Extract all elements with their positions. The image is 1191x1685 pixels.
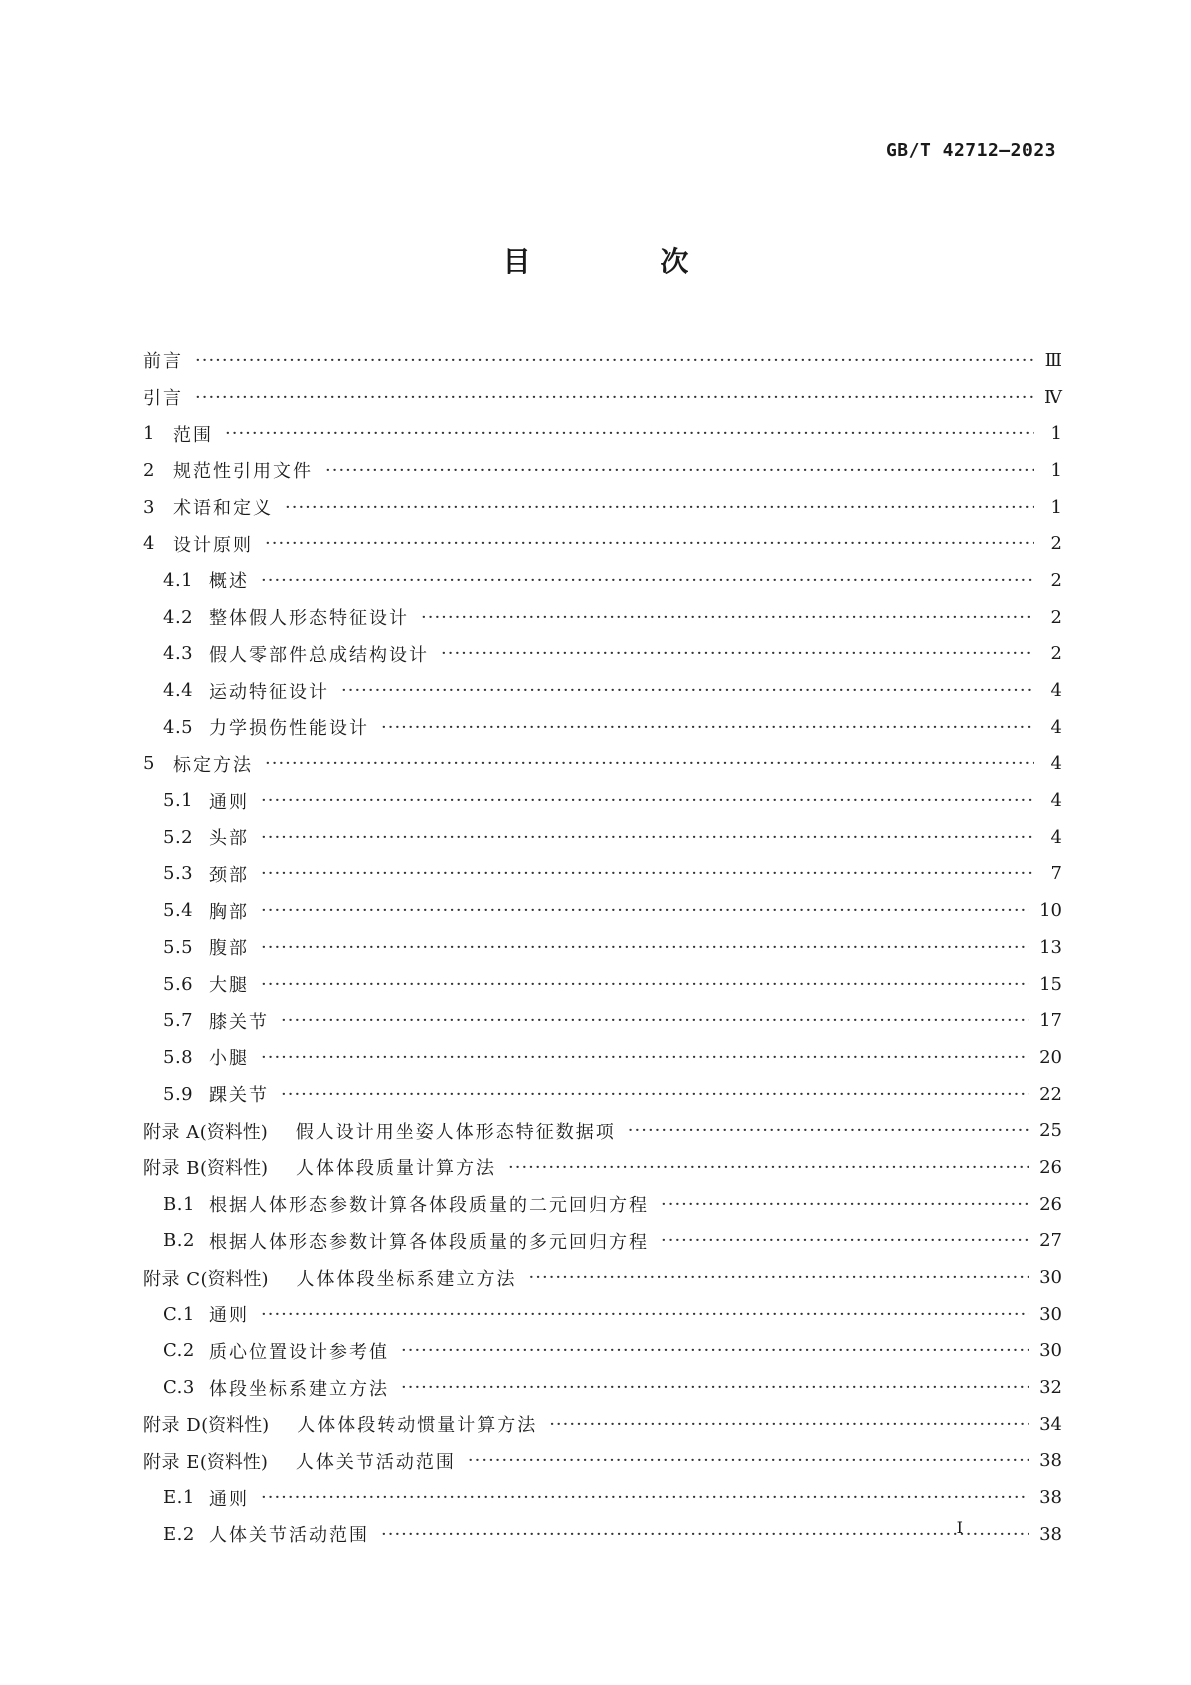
toc-entry-number: 附录 D	[143, 1415, 202, 1437]
toc-entry-number: 5.2	[163, 826, 194, 848]
toc-entry-annex-type: (资料性)	[201, 1415, 270, 1437]
toc-entry-label	[143, 1448, 456, 1474]
toc-entry-title: 膝关节	[209, 1011, 269, 1033]
toc-leader-dots	[261, 570, 1034, 591]
toc-entry-number: 5.4	[163, 900, 194, 922]
toc-leader-dots	[195, 350, 1034, 371]
toc-entry-title: 假人设计用坐姿人体形态特征数据项	[295, 1121, 616, 1143]
toc-entry-annex-type: (资料性)	[199, 1451, 268, 1473]
toc-entry[interactable]	[143, 415, 1062, 452]
toc-entry-page: 26	[1039, 1156, 1062, 1178]
toc-entry-label	[143, 1154, 496, 1180]
toc-entry-label	[163, 1338, 389, 1364]
toc-entry-label	[143, 1411, 537, 1437]
toc-entry-page: 20	[1039, 1046, 1062, 1068]
toc-entry[interactable]	[143, 599, 1062, 636]
toc-entry-title: 人体体段坐标系建立方法	[296, 1268, 517, 1290]
toc-entry-page: 4	[1050, 716, 1062, 738]
toc-leader-dots	[381, 717, 1034, 738]
toc-leader-dots	[261, 937, 1029, 958]
toc-leader-dots	[421, 607, 1034, 628]
toc-entry-label	[163, 714, 369, 740]
toc-entry[interactable]	[143, 1186, 1062, 1223]
toc-entry-number: 4.2	[163, 606, 194, 628]
toc-entry-page: Ⅲ	[1044, 349, 1062, 371]
toc-entry-number: 5.1	[163, 790, 194, 812]
toc-entry[interactable]	[143, 1406, 1062, 1443]
toc-entry-number: B.2	[163, 1230, 195, 1252]
toc-leader-dots	[261, 1047, 1029, 1068]
toc-entry-label	[163, 788, 249, 814]
toc-entry-number: B.1	[163, 1193, 195, 1215]
toc-entry-number: 5.5	[163, 936, 194, 958]
toc-entry[interactable]	[143, 452, 1062, 489]
toc-leader-dots	[261, 900, 1029, 921]
toc-entry-title: 小腿	[209, 1048, 249, 1070]
toc-entry-number: 2	[143, 459, 155, 481]
toc-entry-label	[143, 421, 213, 447]
toc-entry-page: 2	[1050, 569, 1062, 591]
toc-entry-label	[163, 1228, 649, 1254]
toc-entry-number: 5.3	[163, 863, 194, 885]
toc-entry-page: 32	[1039, 1377, 1062, 1399]
toc-leader-dots	[468, 1450, 1029, 1471]
toc-entry-number: 附录 A	[143, 1121, 200, 1143]
toc-entry-annex-type: (资料性)	[199, 1158, 268, 1180]
toc-entry-label	[143, 1118, 616, 1144]
toc-entry-page: 4	[1050, 790, 1062, 812]
toc-entry-label	[143, 751, 253, 777]
toc-entry[interactable]	[143, 1443, 1062, 1480]
toc-entry-page: 15	[1039, 973, 1062, 995]
toc-entry-label	[163, 824, 249, 850]
toc-leader-dots	[195, 387, 1034, 408]
toc-leader-dots	[261, 1304, 1029, 1325]
toc-entry-label	[163, 1301, 249, 1327]
table-of-contents	[143, 342, 1062, 1553]
toc-leader-dots	[265, 753, 1034, 774]
toc-entry-page: 2	[1050, 533, 1062, 555]
toc-entry-number: 4.3	[163, 643, 194, 665]
toc-entry[interactable]	[143, 1333, 1062, 1370]
toc-entry-page: 38	[1039, 1450, 1062, 1472]
page-number: I	[956, 1518, 963, 1537]
toc-entry-label	[163, 1044, 249, 1070]
page-title: 目 次	[502, 245, 749, 278]
toc-entry-title: 人体体段转动惯量计算方法	[297, 1415, 538, 1437]
toc-entry-number: 5.7	[163, 1010, 194, 1032]
toc-leader-dots	[285, 497, 1034, 518]
standard-number: GB/T 42712—2023	[885, 140, 1056, 161]
toc-entry-page: 2	[1050, 643, 1062, 665]
toc-entry-page: 38	[1039, 1487, 1062, 1509]
toc-leader-dots	[441, 643, 1034, 664]
toc-entry-page: 30	[1039, 1303, 1062, 1325]
toc-entry[interactable]	[143, 672, 1062, 709]
toc-entry[interactable]	[143, 1112, 1062, 1149]
toc-entry-page: 7	[1050, 863, 1062, 885]
toc-entry-label	[163, 604, 409, 630]
toc-entry-label	[163, 1191, 649, 1217]
toc-entry-page: 30	[1039, 1267, 1062, 1289]
toc-entry-title: 范围	[173, 424, 213, 446]
toc-entry-number: 4	[143, 533, 155, 555]
toc-entry-number: C.3	[163, 1377, 195, 1399]
toc-entry-title: 根据人体形态参数计算各体段质量的多元回归方程	[209, 1231, 649, 1253]
toc-entry-number: 5	[143, 753, 155, 775]
toc-entry-label	[143, 384, 183, 410]
toc-entry-title: 前言	[143, 351, 183, 373]
toc-entry-label	[143, 347, 183, 373]
toc-entry-title: 颈部	[209, 864, 249, 886]
toc-entry-title: 设计原则	[173, 534, 253, 556]
toc-entry[interactable]	[143, 1002, 1062, 1039]
toc-entry-title: 体段坐标系建立方法	[209, 1378, 389, 1400]
toc-entry-number: 3	[143, 496, 155, 518]
toc-entry-title: 标定方法	[173, 754, 253, 776]
toc-entry[interactable]	[143, 636, 1062, 673]
toc-entry[interactable]	[143, 709, 1062, 746]
toc-entry-title: 概述	[209, 571, 249, 593]
toc-entry-page: 1	[1050, 459, 1062, 481]
toc-entry-title: 假人零部件总成结构设计	[209, 644, 429, 666]
toc-leader-dots	[281, 1010, 1029, 1031]
toc-entry-page: 34	[1039, 1413, 1062, 1435]
toc-entry[interactable]	[143, 892, 1062, 929]
toc-entry-label	[163, 971, 249, 997]
toc-entry[interactable]	[143, 819, 1062, 856]
toc-entry-title: 人体关节活动范围	[209, 1525, 369, 1547]
toc-entry-number: 1	[143, 423, 155, 445]
toc-leader-dots	[265, 533, 1034, 554]
toc-leader-dots	[661, 1194, 1029, 1215]
toc-entry-label	[163, 934, 249, 960]
toc-leader-dots	[225, 423, 1034, 444]
toc-leader-dots	[341, 680, 1034, 701]
toc-entry-page: 1	[1050, 423, 1062, 445]
toc-entry-page: 38	[1039, 1523, 1062, 1545]
toc-entry[interactable]	[143, 966, 1062, 1003]
toc-entry[interactable]	[143, 1259, 1062, 1296]
toc-entry-label	[163, 861, 249, 887]
toc-leader-dots	[381, 1524, 1029, 1545]
toc-leader-dots	[628, 1120, 1029, 1141]
toc-entry-label	[143, 531, 253, 557]
toc-entry-page: 4	[1050, 826, 1062, 848]
toc-entry-title: 引言	[143, 388, 183, 410]
toc-entry-number: 4.1	[163, 569, 194, 591]
toc-entry-label	[143, 1265, 517, 1291]
toc-entry[interactable]	[143, 929, 1062, 966]
toc-entry-title: 通则	[209, 791, 249, 813]
toc-entry-number: 附录 B	[143, 1158, 200, 1180]
toc-entry-label	[163, 1521, 369, 1547]
toc-entry-number: 4.4	[163, 680, 194, 702]
toc-entry-title: 大腿	[209, 975, 249, 997]
toc-entry-page: 2	[1050, 606, 1062, 628]
toc-leader-dots	[261, 1487, 1029, 1508]
toc-entry[interactable]	[143, 1296, 1062, 1333]
toc-entry-label	[163, 1485, 249, 1511]
toc-entry-label	[163, 641, 429, 667]
toc-entry-annex-type: (资料性)	[199, 1121, 268, 1143]
toc-entry-label	[163, 567, 249, 593]
toc-entry-title: 踝关节	[209, 1085, 269, 1107]
toc-entry-title: 力学损伤性能设计	[209, 718, 369, 740]
toc-entry-label	[163, 678, 329, 704]
toc-entry[interactable]	[143, 525, 1062, 562]
toc-entry-number: 5.8	[163, 1046, 194, 1068]
toc-entry-page: 10	[1039, 900, 1062, 922]
toc-entry-number: E.1	[163, 1487, 195, 1509]
toc-leader-dots	[261, 974, 1029, 995]
toc-entry-title: 运动特征设计	[209, 681, 329, 703]
toc-entry-number: 附录 C	[143, 1268, 201, 1290]
toc-leader-dots	[661, 1230, 1029, 1251]
toc-leader-dots	[261, 790, 1034, 811]
toc-entry-number: 4.5	[163, 716, 194, 738]
toc-entry-title: 胸部	[209, 901, 249, 923]
toc-entry-label	[163, 1375, 389, 1401]
toc-leader-dots	[549, 1414, 1029, 1435]
toc-entry-number: E.2	[163, 1523, 195, 1545]
toc-entry-page: Ⅳ	[1044, 386, 1062, 408]
toc-entry-title: 人体体段质量计算方法	[296, 1158, 496, 1180]
toc-entry[interactable]	[143, 1369, 1062, 1406]
toc-entry-number: 附录 E	[143, 1451, 200, 1473]
toc-entry-number: 5.6	[163, 973, 194, 995]
toc-entry[interactable]	[143, 856, 1062, 893]
toc-entry[interactable]	[143, 489, 1062, 526]
toc-entry-number: C.1	[163, 1303, 195, 1325]
toc-entry-title: 质心位置设计参考值	[209, 1341, 389, 1363]
toc-entry-page: 25	[1039, 1120, 1062, 1142]
toc-entry-title: 规范性引用文件	[173, 461, 313, 483]
toc-entry-page: 17	[1039, 1010, 1062, 1032]
toc-entry[interactable]	[143, 1516, 1062, 1553]
toc-entry-title: 通则	[209, 1305, 249, 1327]
toc-entry-page: 30	[1039, 1340, 1062, 1362]
toc-leader-dots	[261, 863, 1034, 884]
toc-entry-title: 通则	[209, 1488, 249, 1510]
toc-entry-label	[163, 898, 249, 924]
toc-entry-page: 1	[1050, 496, 1062, 518]
toc-entry-label	[143, 457, 313, 483]
toc-entry-title: 术语和定义	[173, 498, 273, 520]
toc-entry[interactable]	[143, 1076, 1062, 1113]
toc-entry[interactable]	[143, 1149, 1062, 1186]
toc-entry[interactable]	[143, 1223, 1062, 1260]
toc-entry-page: 27	[1039, 1230, 1062, 1252]
toc-entry-number: 5.9	[163, 1083, 194, 1105]
toc-leader-dots	[401, 1377, 1029, 1398]
toc-entry-label	[163, 1081, 269, 1107]
toc-entry[interactable]	[143, 782, 1062, 819]
toc-entry-page: 4	[1050, 753, 1062, 775]
toc-leader-dots	[401, 1340, 1029, 1361]
toc-entry-page: 22	[1039, 1083, 1062, 1105]
toc-entry-title: 腹部	[209, 938, 249, 960]
toc-leader-dots	[261, 827, 1034, 848]
toc-entry-title: 人体关节活动范围	[295, 1451, 456, 1473]
toc-leader-dots	[508, 1157, 1029, 1178]
toc-entry-number: C.2	[163, 1340, 195, 1362]
toc-entry-title: 整体假人形态特征设计	[209, 608, 409, 630]
toc-entry-label	[163, 1008, 269, 1034]
toc-entry-page: 13	[1039, 936, 1062, 958]
toc-entry-label	[143, 494, 273, 520]
toc-entry-page: 4	[1050, 680, 1062, 702]
toc-leader-dots	[325, 460, 1034, 481]
toc-entry[interactable]	[143, 562, 1062, 599]
toc-entry[interactable]	[143, 1479, 1062, 1516]
toc-entry[interactable]	[143, 342, 1062, 379]
toc-entry[interactable]	[143, 379, 1062, 416]
toc-entry-title: 头部	[209, 828, 249, 850]
toc-entry[interactable]	[143, 746, 1062, 783]
toc-leader-dots	[281, 1084, 1029, 1105]
toc-entry-title: 根据人体形态参数计算各体段质量的二元回归方程	[209, 1195, 649, 1217]
toc-entry-annex-type: (资料性)	[200, 1268, 269, 1290]
toc-leader-dots	[529, 1267, 1030, 1288]
toc-entry-page: 26	[1039, 1193, 1062, 1215]
toc-entry[interactable]	[143, 1039, 1062, 1076]
